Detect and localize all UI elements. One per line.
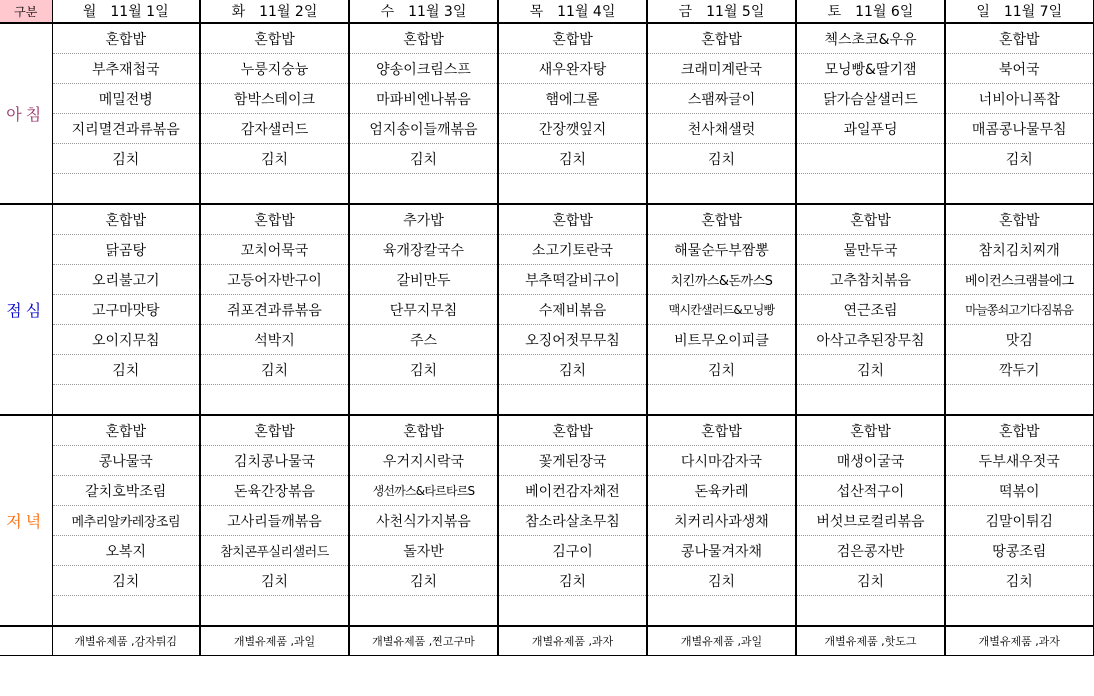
menu-item: 혼합밥	[349, 415, 498, 446]
dinner-row	[0, 566, 1093, 596]
breakfast-row	[0, 54, 1093, 84]
menu-item: 혼합밥	[349, 23, 498, 54]
menu-item: 김치	[349, 566, 498, 596]
menu-item: 과일푸딩	[796, 114, 945, 144]
menu-item: 물만두국	[796, 235, 945, 265]
menu-item: 연근조림	[796, 295, 945, 325]
menu-item: 고추참치볶음	[796, 265, 945, 295]
lunch-row	[0, 385, 1093, 416]
day-date: 11월 1일	[110, 4, 169, 20]
menu-item	[945, 385, 1093, 416]
menu-item: 떡볶이	[945, 476, 1093, 506]
menu-item: 매콤콩나물무침	[945, 114, 1093, 144]
dinner-label: 저녁	[0, 415, 52, 626]
menu-item: 갈치호박조림	[52, 476, 200, 506]
menu-item: 햄에그롤	[498, 84, 647, 114]
menu-item: 혼합밥	[498, 204, 647, 235]
menu-item: 참치김치찌개	[945, 235, 1093, 265]
menu-item	[349, 174, 498, 205]
menu-item: 김치	[498, 566, 647, 596]
menu-item: 꽃게된장국	[498, 446, 647, 476]
menu-item: 김치	[52, 566, 200, 596]
breakfast-row	[0, 174, 1093, 205]
day-header-tue	[200, 0, 349, 23]
dinner-row	[0, 536, 1093, 566]
menu-item: 김치	[647, 144, 796, 174]
day-header-mon	[52, 0, 200, 23]
menu-item: 김치	[200, 355, 349, 385]
menu-item: 다시마감자국	[647, 446, 796, 476]
menu-item: 아삭고추된장무침	[796, 325, 945, 355]
menu-item	[52, 596, 200, 627]
day-header-sun	[945, 0, 1093, 23]
menu-item	[498, 174, 647, 205]
menu-item: 혼합밥	[796, 204, 945, 235]
menu-item: 혼합밥	[945, 415, 1093, 446]
menu-item: 맛김	[945, 325, 1093, 355]
menu-item: 김치	[349, 144, 498, 174]
menu-item: 비트무오이피클	[647, 325, 796, 355]
menu-item: 고등어자반구이	[200, 265, 349, 295]
menu-item: 마파비엔나볶음	[349, 84, 498, 114]
snack-note: 개별유제품 ,과일	[200, 626, 349, 656]
menu-item: 김치	[796, 355, 945, 385]
dinner-row	[0, 446, 1093, 476]
day-header-wed	[349, 0, 498, 23]
menu-item	[349, 596, 498, 627]
menu-item: 갈비만두	[349, 265, 498, 295]
menu-item: 혼합밥	[647, 23, 796, 54]
header-row	[0, 0, 1093, 23]
day-date: 11월 3일	[408, 4, 467, 20]
menu-item	[498, 385, 647, 416]
snack-note: 개별유제품 ,감자튀김	[52, 626, 200, 656]
menu-item: 스팸짜글이	[647, 84, 796, 114]
menu-item: 돌자반	[349, 536, 498, 566]
menu-item: 김치	[647, 355, 796, 385]
menu-item: 소고기토란국	[498, 235, 647, 265]
menu-item: 검은콩자반	[796, 536, 945, 566]
breakfast-row	[0, 114, 1093, 144]
menu-item: 김치	[52, 355, 200, 385]
dinner-row	[0, 506, 1093, 536]
day-of-week: 금	[678, 4, 693, 20]
menu-item: 오징어젓무무침	[498, 325, 647, 355]
menu-item: 북어국	[945, 54, 1093, 84]
menu-item	[796, 144, 945, 174]
lunch-row	[0, 204, 1093, 235]
menu-item: 석박지	[200, 325, 349, 355]
menu-item	[647, 385, 796, 416]
menu-item: 버섯브로컬리볶음	[796, 506, 945, 536]
day-header-thu	[498, 0, 647, 23]
menu-item: 혼합밥	[52, 23, 200, 54]
lunch-row	[0, 295, 1093, 325]
snack-label	[0, 626, 52, 656]
menu-item	[200, 385, 349, 416]
menu-item: 김말이튀김	[945, 506, 1093, 536]
menu-item: 모닝빵&딸기잼	[796, 54, 945, 84]
menu-item: 부추재첩국	[52, 54, 200, 84]
menu-item: 엄지송이들깨볶음	[349, 114, 498, 144]
menu-item: 오복지	[52, 536, 200, 566]
day-date: 11월 7일	[1003, 4, 1063, 20]
menu-item	[349, 385, 498, 416]
menu-item: 고사리들깨볶음	[200, 506, 349, 536]
menu-item	[498, 596, 647, 627]
menu-item: 섭산적구이	[796, 476, 945, 506]
menu-item	[647, 596, 796, 627]
lunch-row	[0, 265, 1093, 295]
menu-item: 양송이크림스프	[349, 54, 498, 84]
day-date: 11월 2일	[259, 4, 318, 20]
menu-item: 혼합밥	[647, 415, 796, 446]
day-date: 11월 5일	[706, 4, 765, 20]
menu-item: 감자샐러드	[200, 114, 349, 144]
menu-item: 김치	[796, 566, 945, 596]
menu-item: 부추떡갈비구이	[498, 265, 647, 295]
menu-item: 간장깻잎지	[498, 114, 647, 144]
menu-item: 김구이	[498, 536, 647, 566]
menu-item: 김치콩나물국	[200, 446, 349, 476]
day-header-fri	[647, 0, 796, 23]
menu-item: 메추리알카레장조림	[52, 506, 200, 536]
day-of-week: 일	[976, 4, 990, 20]
menu-item: 육개장칼국수	[349, 235, 498, 265]
menu-item: 김치	[349, 355, 498, 385]
menu-item: 김치	[200, 566, 349, 596]
menu-item: 참치콘푸실리샐러드	[200, 536, 349, 566]
snack-note: 개별유제품 ,핫도그	[796, 626, 945, 656]
day-of-week: 목	[529, 4, 544, 20]
lunch-row	[0, 325, 1093, 355]
lunch-row	[0, 355, 1093, 385]
dinner-row	[0, 596, 1093, 627]
menu-item: 돈육카레	[647, 476, 796, 506]
menu-item: 베이컨스크램블에그	[945, 265, 1093, 295]
menu-item: 돈육간장볶음	[200, 476, 349, 506]
menu-item	[796, 174, 945, 205]
menu-item: 꼬치어묵국	[200, 235, 349, 265]
dinner-row	[0, 476, 1093, 506]
menu-item: 누룽지숭늉	[200, 54, 349, 84]
snack-row	[0, 626, 1093, 656]
category-header: 구분	[0, 0, 52, 23]
lunch-row	[0, 235, 1093, 265]
menu-item: 닭가슴살샐러드	[796, 84, 945, 114]
menu-item: 두부새우젓국	[945, 446, 1093, 476]
menu-item: 주스	[349, 325, 498, 355]
menu-item: 쥐포견과류볶음	[200, 295, 349, 325]
menu-item: 메밀전병	[52, 84, 200, 114]
menu-item: 혼합밥	[796, 415, 945, 446]
menu-item: 사천식가지볶음	[349, 506, 498, 536]
menu-item: 베이컨감자채전	[498, 476, 647, 506]
snack-note: 개별유제품 ,과자	[945, 626, 1093, 656]
menu-item	[52, 174, 200, 205]
menu-item: 고구마맛탕	[52, 295, 200, 325]
lunch-label: 점심	[0, 204, 52, 415]
menu-item: 김치	[200, 144, 349, 174]
menu-item: 김치	[498, 355, 647, 385]
menu-item	[52, 385, 200, 416]
menu-item: 함박스테이크	[200, 84, 349, 114]
breakfast-row	[0, 84, 1093, 114]
menu-item	[796, 596, 945, 627]
menu-item: 혼합밥	[52, 415, 200, 446]
breakfast-row	[0, 144, 1093, 174]
menu-item	[200, 596, 349, 627]
menu-item: 치커리사과생채	[647, 506, 796, 536]
menu-item: 우거지시락국	[349, 446, 498, 476]
day-of-week: 수	[380, 4, 395, 20]
menu-item: 콩나물국	[52, 446, 200, 476]
menu-item: 혼합밥	[52, 204, 200, 235]
menu-item: 김치	[52, 144, 200, 174]
menu-item: 맥시칸샐러드&모닝빵	[647, 295, 796, 325]
menu-item: 김치	[945, 566, 1093, 596]
day-of-week: 월	[82, 4, 97, 20]
menu-item: 지리멸견과류볶음	[52, 114, 200, 144]
menu-item	[945, 174, 1093, 205]
menu-item: 김치	[945, 144, 1093, 174]
menu-item: 혼합밥	[498, 415, 647, 446]
menu-item	[647, 174, 796, 205]
menu-item: 오리불고기	[52, 265, 200, 295]
menu-item: 새우완자탕	[498, 54, 647, 84]
menu-item: 혼합밥	[647, 204, 796, 235]
menu-item	[945, 596, 1093, 627]
menu-item: 깍두기	[945, 355, 1093, 385]
menu-item: 너비아니폭찹	[945, 84, 1093, 114]
menu-item: 김치	[498, 144, 647, 174]
menu-item	[200, 174, 349, 205]
menu-item: 치킨까스&돈까스S	[647, 265, 796, 295]
snack-note: 개별유제품 ,과자	[498, 626, 647, 656]
menu-item: 단무지무침	[349, 295, 498, 325]
menu-item: 혼합밥	[945, 204, 1093, 235]
menu-item: 콩나물겨자채	[647, 536, 796, 566]
day-date: 11월 4일	[557, 4, 616, 20]
menu-item	[796, 385, 945, 416]
menu-item: 첵스초코&우유	[796, 23, 945, 54]
menu-item: 땅콩조림	[945, 536, 1093, 566]
menu-body	[0, 23, 1093, 656]
menu-item: 크래미계란국	[647, 54, 796, 84]
menu-item: 혼합밥	[200, 204, 349, 235]
menu-item: 닭곰탕	[52, 235, 200, 265]
menu-item: 천사채샐럿	[647, 114, 796, 144]
menu-item: 해물순두부짬뽕	[647, 235, 796, 265]
menu-item: 혼합밥	[200, 23, 349, 54]
menu-item: 생선까스&타르타르S	[349, 476, 498, 506]
menu-item: 혼합밥	[498, 23, 647, 54]
day-of-week: 화	[231, 4, 246, 20]
breakfast-label: 아침	[0, 23, 52, 204]
menu-item: 김치	[647, 566, 796, 596]
day-date: 11월 6일	[855, 4, 914, 20]
snack-note: 개별유제품 ,과일	[647, 626, 796, 656]
day-of-week: 토	[827, 4, 842, 20]
day-header-sat	[796, 0, 945, 23]
menu-item: 추가밥	[349, 204, 498, 235]
menu-item: 참소라살초무침	[498, 506, 647, 536]
menu-item: 혼합밥	[200, 415, 349, 446]
menu-item: 혼합밥	[945, 23, 1093, 54]
dinner-row	[0, 415, 1093, 446]
menu-item: 오이지무침	[52, 325, 200, 355]
menu-item: 수제비볶음	[498, 295, 647, 325]
menu-item: 마늘쫑쇠고기다짐볶음	[945, 295, 1093, 325]
breakfast-row	[0, 23, 1093, 54]
snack-note: 개별유제품 ,찐고구마	[349, 626, 498, 656]
menu-item: 매생이굴국	[796, 446, 945, 476]
